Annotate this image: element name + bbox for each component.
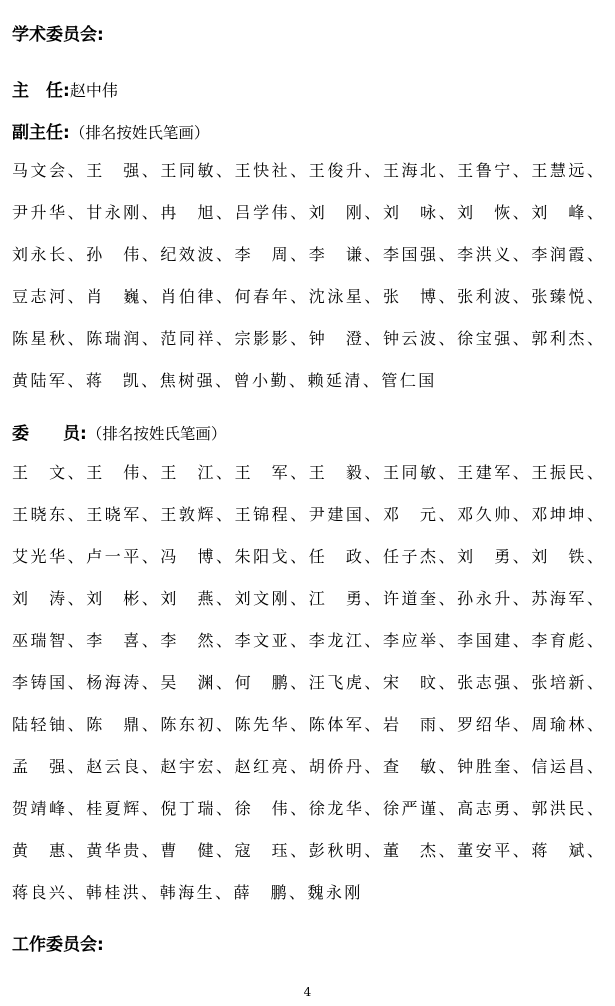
name-row: 蒋良兴、韩桂洪、韩海生、薛 鹏、魏永刚 <box>12 883 363 902</box>
name-row: 陆轻铀、陈 鼎、陈东初、陈先华、陈体军、岩 雨、罗绍华、周瑜林、 <box>12 715 606 734</box>
vice-chairs-label: 副主任: <box>12 123 70 143</box>
members-label: 委 员: <box>12 424 87 444</box>
name-row: 巫瑞智、李 喜、李 然、李文亚、李龙江、李应举、李国建、李育彪、 <box>12 631 606 650</box>
chair-line <box>12 76 118 101</box>
name-row: 王晓东、王晓军、王敦辉、王锦程、尹建国、邓 元、邓久帅、邓坤坤、 <box>12 505 606 524</box>
name-row: 黄 惠、黄华贵、曹 健、寇 珏、彭秋明、董 杰、董安平、蒋 斌、 <box>12 841 606 860</box>
name-row: 豆志河、肖 巍、肖伯律、何春年、沈泳星、张 博、张利波、张臻悦、 <box>12 287 606 306</box>
members-note: （排名按姓氏笔画） <box>86 425 227 443</box>
name-row: 黄陆军、蒋 凯、焦树强、曾小勤、赖延清、管仁国 <box>12 371 437 390</box>
name-row: 刘 涛、刘 彬、刘 燕、刘文刚、江 勇、许道奎、孙永升、苏海军、 <box>12 589 606 608</box>
name-row: 艾光华、卢一平、冯 博、朱阳戈、任 政、任子杰、刘 勇、刘 铁、 <box>12 547 606 566</box>
chair-label: 主 任: <box>12 81 70 101</box>
members-heading <box>12 419 226 444</box>
name-row: 尹升华、甘永刚、冉 旭、吕学伟、刘 刚、刘 咏、刘 恢、刘 峰、 <box>12 203 606 222</box>
section-title-work-committee: 工作委员会: <box>12 935 104 955</box>
page-number: 4 <box>303 985 312 999</box>
name-row: 李铸国、杨海涛、吴 渊、何 鹏、汪飞虎、宋 旼、张志强、张培新、 <box>12 673 606 692</box>
name-row: 贺靖峰、桂夏辉、倪丁瑞、徐 伟、徐龙华、徐严谨、高志勇、郭洪民、 <box>12 799 606 818</box>
chair-name: 赵中伟 <box>69 81 118 100</box>
name-row: 刘永长、孙 伟、纪效波、李 周、李 谦、李国强、李洪义、李润霞、 <box>12 245 606 264</box>
name-row: 马文会、王 强、王同敏、王快社、王俊升、王海北、王鲁宁、王慧远、 <box>12 161 606 180</box>
vice-chairs-note: （排名按姓氏笔画） <box>69 124 210 142</box>
name-row: 孟 强、赵云良、赵宇宏、赵红亮、胡侨丹、查 敏、钟胜奎、信运昌、 <box>12 757 606 776</box>
vice-chairs-heading <box>12 118 209 143</box>
section-title-academic-committee: 学术委员会: <box>12 25 104 45</box>
name-row: 王 文、王 伟、王 江、王 军、王 毅、王同敏、王建军、王振民、 <box>12 463 606 482</box>
name-row: 陈星秋、陈瑞润、范同祥、宗影影、钟 澄、钟云波、徐宝强、郭利杰、 <box>12 329 606 348</box>
